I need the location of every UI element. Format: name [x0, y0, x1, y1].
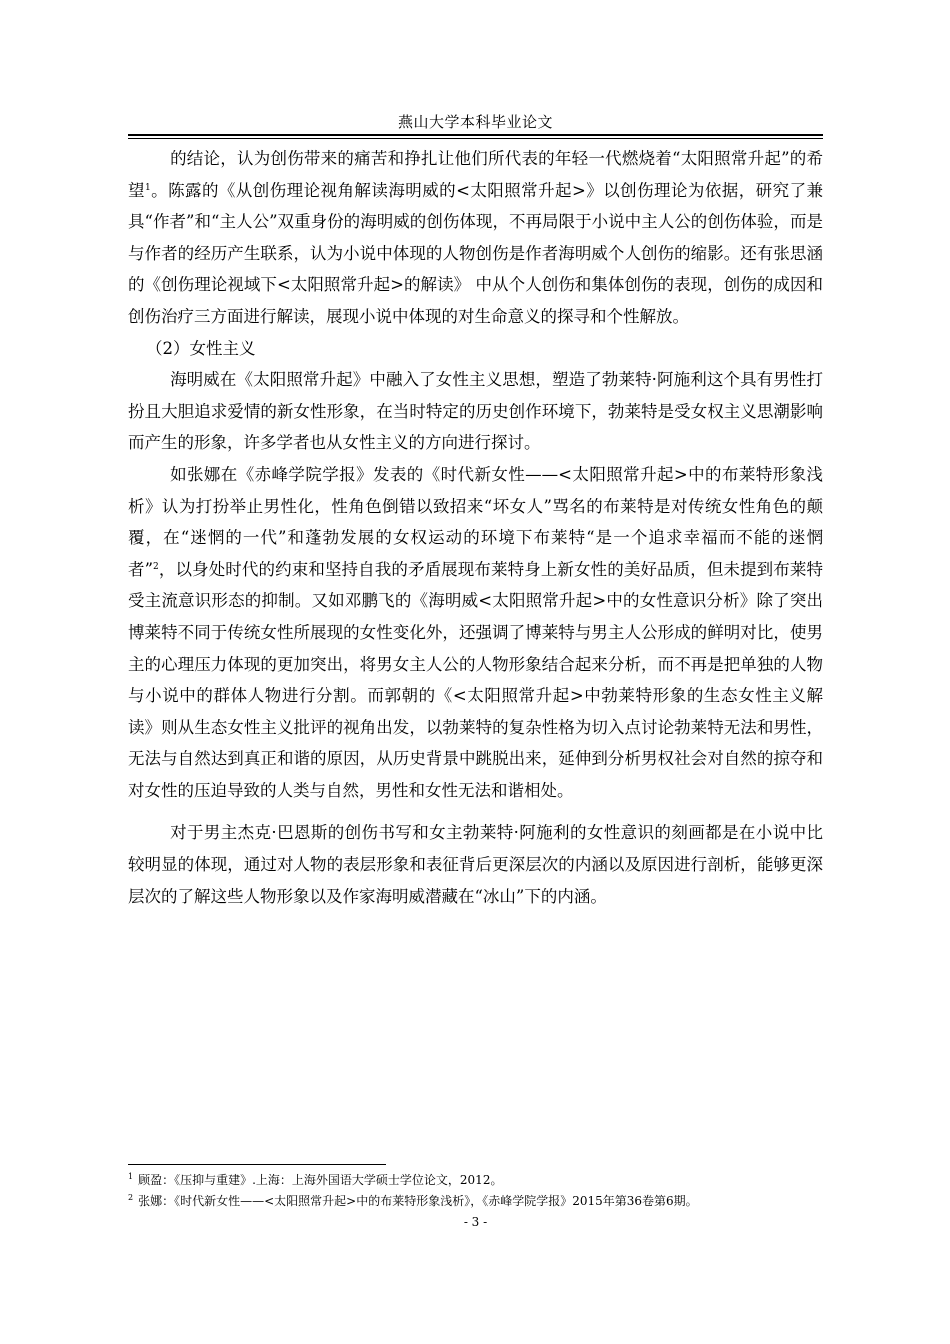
- paragraph-text: ，以身处时代的约束和坚持自我的矛盾展现布莱特身上新女性的美好品质，但未提到布莱特受主流意识形态的抑制。又如邓鹏飞的《海明威<太阳照常升起>中的女性意识分析》除了突出博莱特不同于传统女性所展现的女性变化外，还强调了博莱特与男主人公形成的鲜明对比，使男主的心理压力体现的更加突出，将男女主人公的人物形象结合起来分析，而不再是把单独的人物与小说中的群体人物进行分割。而郭朝的《<太阳照常升起>中勃莱特形象的生态女性主义解读》则从生态女性主义批评的视角出发，以勃莱特的复杂性格为切入点讨论勃莱特无法和男性，无法与自然达到真正和谐的原因，从历史背景中跳脱出来，延伸到分析男权社会对自然的掠夺和对女性的压迫导致的人类与自然，男性和女性无法和谐相处。: [128, 559, 824, 800]
- footnote-ref-2: 2: [153, 561, 159, 572]
- paragraph-trauma-continued: [128, 143, 823, 333]
- paragraph-feminism-studies: [128, 459, 823, 807]
- footnotes: [128, 1170, 828, 1212]
- header-rule-thin: [128, 138, 823, 139]
- body-text: [128, 143, 823, 912]
- page-number: - 3 -: [463, 1215, 488, 1229]
- paragraph-summary: 对于男主杰克·巴恩斯的创伤书写和女主勃莱特·阿施利的女性意识的刻画都是在小说中比较明显的体现，通过对人物的表层形象和表征背后更深层次的内涵以及原因进行剖析，能够更深层次的了解这些人物形象以及作家海明威潜藏在“冰山”下的内涵。: [128, 823, 823, 906]
- footnote-mark: 2: [128, 1193, 134, 1202]
- footnote-1: [128, 1170, 828, 1191]
- running-header-title: 燕山大学本科毕业论文: [397, 113, 553, 131]
- section-heading-feminism: （2）女性主义: [146, 338, 256, 358]
- header-rule-thick: [128, 134, 823, 136]
- footnote-ref-1: 1: [144, 182, 151, 193]
- paragraph-feminism-intro: 海明威在《太阳照常升起》中融入了女性主义思想，塑造了勃莱特·阿施利这个具有男性打扮且大胆追求爱情的新女性形象，在当时特定的历史创作环境下，勃莱特是受女权主义思潮影响而产生的形象，许多学者也从女性主义的方向进行探讨。: [128, 370, 823, 453]
- paragraph-text: 的结论，认为创伤带来的痛苦和挣扎让他们所代表的年轻一代燃烧着“太阳照常升起”的希望: [128, 149, 823, 200]
- footnote-text: 顾盈：《压抑与重建》.上海：上海外国语大学硕士学位论文，2012。: [138, 1173, 503, 1187]
- footnote-mark: 1: [128, 1172, 134, 1181]
- footnote-separator: [128, 1164, 386, 1165]
- footnote-text: 张娜：《时代新女性——<太阳照常升起>中的布莱特形象浅析》，《赤峰学院学报》2015年第36卷第6期。: [138, 1194, 698, 1208]
- paragraph-text: 。陈露的《从创伤理论视角解读海明威的<太阳照常升起>》以创伤理论为依据，研究了兼具“作者”和“主人公”双重身份的海明威的创伤体现，不再局限于小说中主人公的创伤体验，而是与作者的经历产生联系，认为小说中体现的人物创伤是作者海明威个人创伤的缩影。还有张思涵的《创伤理论视域下<太阳照常升起>的解读》 中从个人创伤和集体创伤的表现，创伤的成因和创伤治疗三方面进行解读，展现小说中体现的对生命意义的探寻和个性解放。: [128, 180, 824, 326]
- footnote-2: [128, 1191, 828, 1212]
- paragraph-text: 如张娜在《赤峰学院学报》发表的《时代新女性——<太阳照常升起>中的布莱特形象浅析》认为打扮举止男性化，性角色倒错以致招来“坏女人”骂名的布莱特是对传统女性角色的颠覆，在“迷惘的一代”和蓬勃发展的女权运动的环境下布莱特“是一个追求幸福而不能的迷惘者”: [128, 464, 823, 579]
